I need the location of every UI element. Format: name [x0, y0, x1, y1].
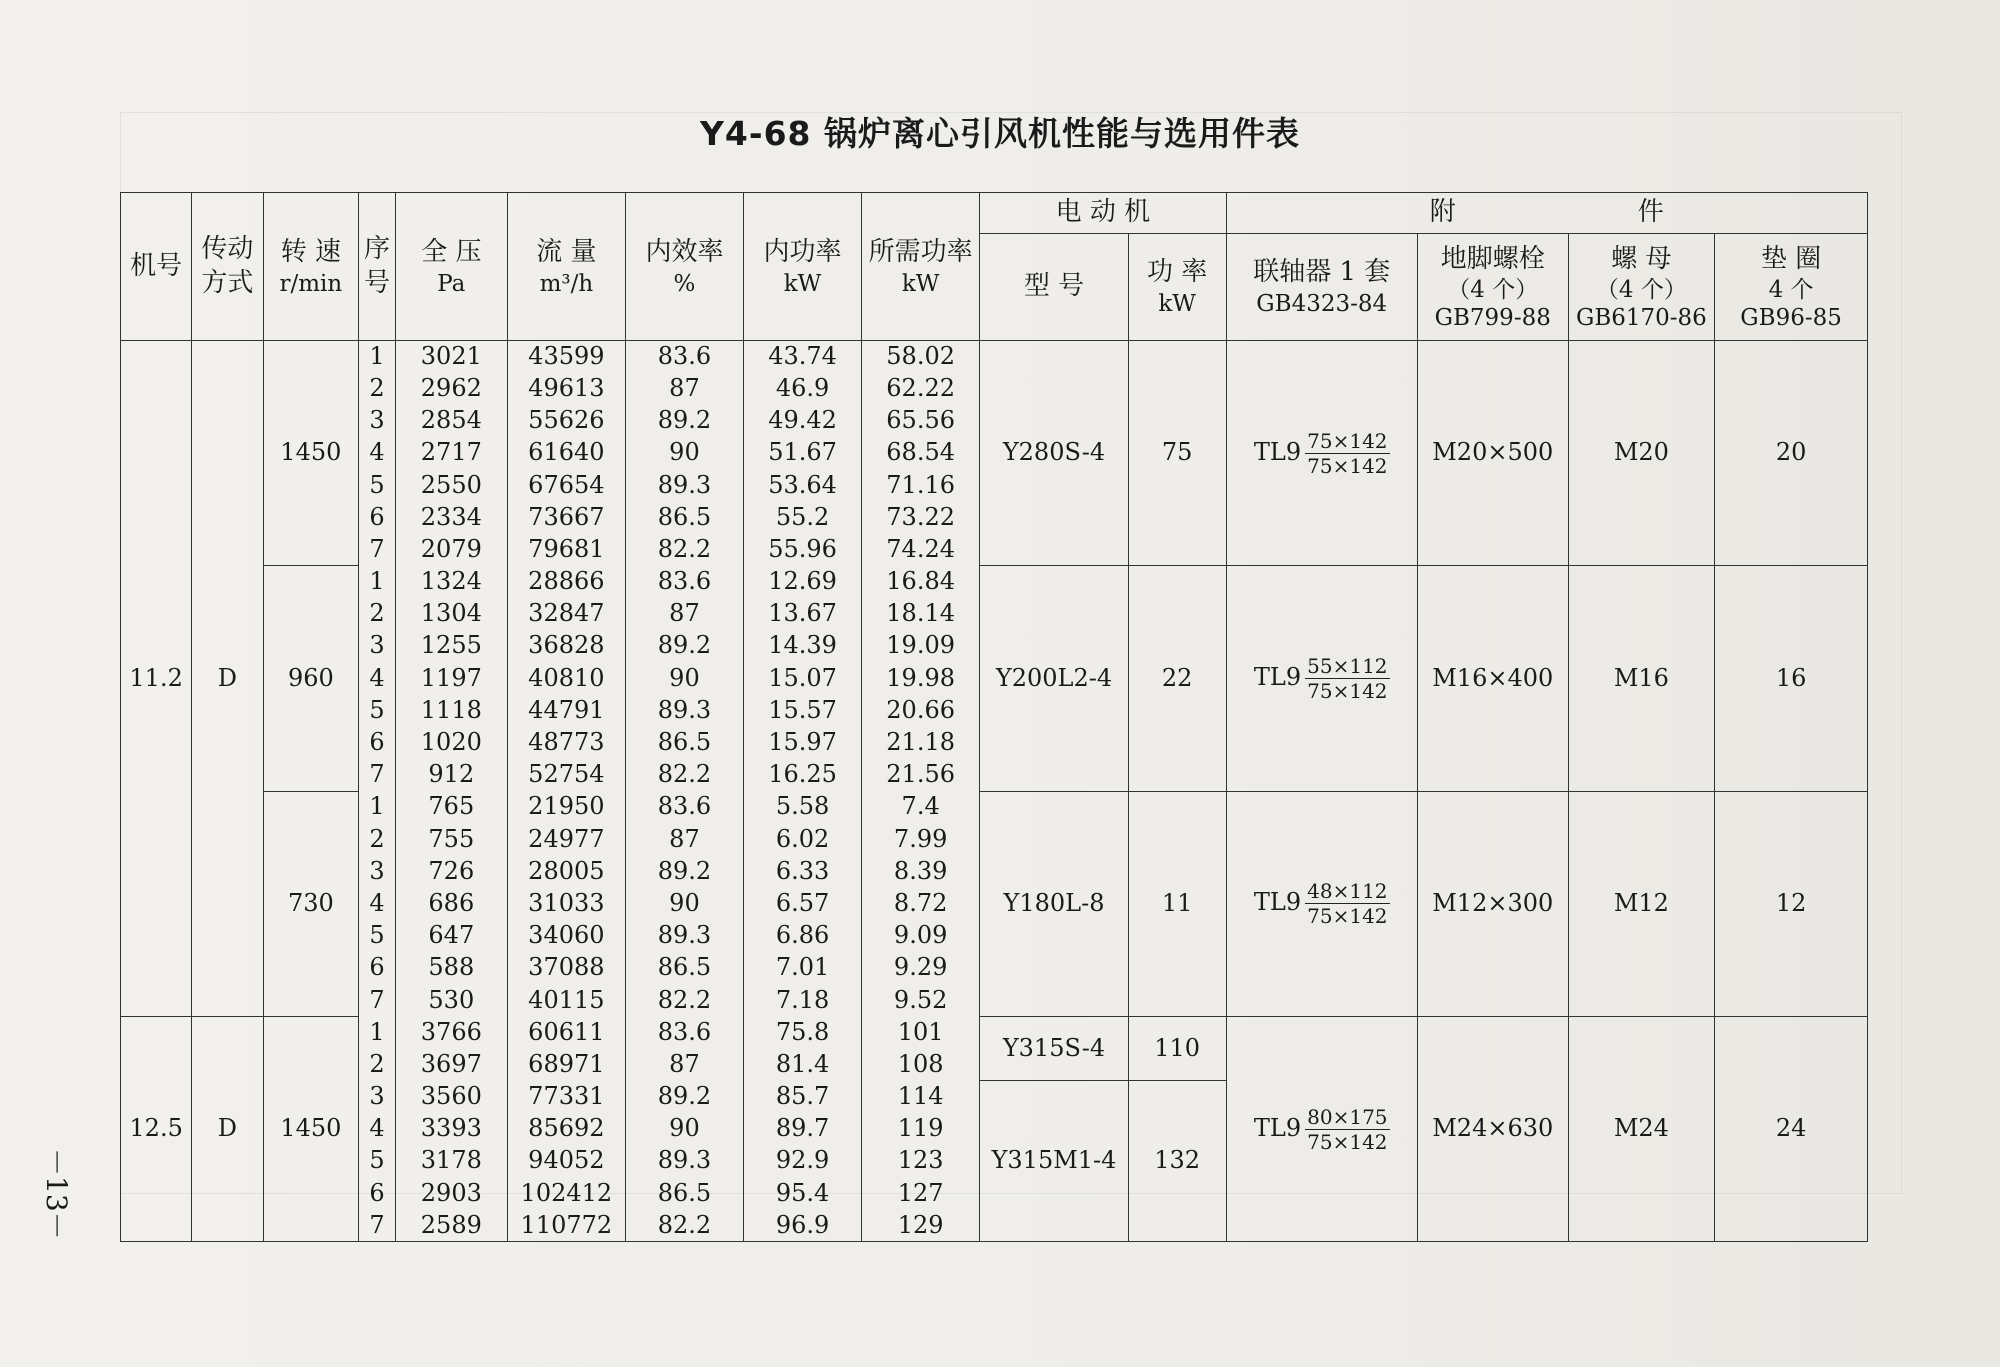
nut-cell: M20 — [1568, 341, 1715, 566]
flow-cell: 28005 — [507, 856, 625, 888]
pressure-cell: 1197 — [395, 662, 507, 694]
required-power-cell: 129 — [862, 1210, 980, 1242]
coupling-fraction — [1305, 1105, 1389, 1154]
efficiency-cell: 90 — [625, 437, 743, 469]
internal-power-cell: 12.69 — [744, 566, 862, 598]
seq-cell: 1 — [359, 1016, 396, 1048]
efficiency-cell: 87 — [625, 598, 743, 630]
motor-power-cell: 110 — [1128, 1016, 1226, 1080]
seq-cell: 3 — [359, 405, 396, 437]
efficiency-cell: 89.2 — [625, 630, 743, 662]
table-row — [121, 566, 1868, 598]
flow-cell: 102412 — [507, 1177, 625, 1209]
pressure-cell: 2079 — [395, 534, 507, 566]
coupling-spec — [1253, 428, 1390, 478]
pressure-cell: 1118 — [395, 695, 507, 727]
required-power-cell: 20.66 — [862, 695, 980, 727]
performance-table — [120, 192, 1868, 1242]
pressure-cell: 647 — [395, 920, 507, 952]
anchor-bolt-cell: M16×400 — [1417, 566, 1568, 791]
internal-power-cell: 95.4 — [744, 1177, 862, 1209]
pressure-cell: 1255 — [395, 630, 507, 662]
table-row — [121, 1016, 1868, 1048]
seq-cell: 4 — [359, 1113, 396, 1145]
required-power-cell: 114 — [862, 1081, 980, 1113]
internal-power-cell: 6.02 — [744, 823, 862, 855]
internal-power-cell: 89.7 — [744, 1113, 862, 1145]
internal-power-cell: 55.2 — [744, 501, 862, 533]
seq-cell: 6 — [359, 952, 396, 984]
efficiency-cell: 86.5 — [625, 501, 743, 533]
washer-cell: 16 — [1715, 566, 1868, 791]
required-power-cell: 108 — [862, 1049, 980, 1081]
pressure-cell: 2717 — [395, 437, 507, 469]
efficiency-cell: 83.6 — [625, 1016, 743, 1048]
header-seq: 序号 — [359, 193, 396, 341]
page-title: Y4-68 锅炉离心引风机性能与选用件表 — [700, 114, 1300, 153]
flow-cell: 85692 — [507, 1113, 625, 1145]
required-power-cell: 9.29 — [862, 952, 980, 984]
motor-type-cell: Y200L2-4 — [980, 566, 1129, 791]
flow-cell: 68971 — [507, 1049, 625, 1081]
seq-cell: 6 — [359, 1177, 396, 1209]
nut-cell: M12 — [1568, 791, 1715, 1016]
header-efficiency: 内效率 % — [625, 193, 743, 341]
pressure-cell: 2962 — [395, 373, 507, 405]
required-power-cell: 19.09 — [862, 630, 980, 662]
pressure-cell: 3393 — [395, 1113, 507, 1145]
internal-power-cell: 6.33 — [744, 856, 862, 888]
required-power-cell: 119 — [862, 1113, 980, 1145]
motor-power-cell: 75 — [1128, 341, 1226, 566]
coupling-cell — [1226, 341, 1417, 566]
coupling-denominator: 75×142 — [1307, 678, 1388, 703]
efficiency-cell: 87 — [625, 373, 743, 405]
required-power-cell: 127 — [862, 1177, 980, 1209]
header-motor-power: 功 率 kW — [1128, 234, 1226, 341]
efficiency-cell: 87 — [625, 1049, 743, 1081]
required-power-cell: 101 — [862, 1016, 980, 1048]
internal-power-cell: 13.67 — [744, 598, 862, 630]
pressure-cell: 686 — [395, 888, 507, 920]
efficiency-cell: 86.5 — [625, 952, 743, 984]
coupling-cell — [1226, 566, 1417, 791]
pressure-cell: 2903 — [395, 1177, 507, 1209]
model-no-cell: 12.5 — [121, 1016, 192, 1241]
required-power-cell: 9.09 — [862, 920, 980, 952]
header-coupling: 联轴器 1 套 GB4323-84 — [1226, 234, 1417, 341]
flow-cell: 37088 — [507, 952, 625, 984]
flow-cell: 60611 — [507, 1016, 625, 1048]
pressure-cell: 765 — [395, 791, 507, 823]
header-flow: 流 量 m³/h — [507, 193, 625, 341]
efficiency-cell: 90 — [625, 888, 743, 920]
required-power-cell: 123 — [862, 1145, 980, 1177]
required-power-cell: 68.54 — [862, 437, 980, 469]
pressure-cell: 1324 — [395, 566, 507, 598]
coupling-denominator: 75×142 — [1307, 1129, 1388, 1154]
efficiency-cell: 89.2 — [625, 856, 743, 888]
seq-cell: 3 — [359, 1081, 396, 1113]
seq-cell: 1 — [359, 566, 396, 598]
efficiency-cell: 89.2 — [625, 405, 743, 437]
required-power-cell: 65.56 — [862, 405, 980, 437]
flow-cell: 73667 — [507, 501, 625, 533]
coupling-denominator: 75×142 — [1307, 904, 1388, 929]
drive-cell: D — [192, 1016, 263, 1241]
internal-power-cell: 55.96 — [744, 534, 862, 566]
efficiency-cell: 82.2 — [625, 1210, 743, 1242]
header-model-no: 机号 — [121, 193, 192, 341]
coupling-cell — [1226, 1016, 1417, 1241]
coupling-spec — [1253, 653, 1390, 703]
seq-cell: 6 — [359, 501, 396, 533]
internal-power-cell: 7.18 — [744, 984, 862, 1016]
internal-power-cell: 14.39 — [744, 630, 862, 662]
flow-cell: 110772 — [507, 1210, 625, 1242]
coupling-cell — [1226, 791, 1417, 1016]
flow-cell: 24977 — [507, 823, 625, 855]
required-power-cell: 21.18 — [862, 727, 980, 759]
internal-power-cell: 5.58 — [744, 791, 862, 823]
seq-cell: 2 — [359, 823, 396, 855]
required-power-cell: 7.4 — [862, 791, 980, 823]
seq-cell: 7 — [359, 759, 396, 791]
coupling-numerator: 48×112 — [1307, 879, 1388, 904]
efficiency-cell: 82.2 — [625, 984, 743, 1016]
efficiency-cell: 82.2 — [625, 534, 743, 566]
washer-cell: 12 — [1715, 791, 1868, 1016]
pressure-cell: 3766 — [395, 1016, 507, 1048]
internal-power-cell: 43.74 — [744, 341, 862, 373]
coupling-fraction — [1305, 654, 1389, 703]
header-drive: 传动方式 — [192, 193, 263, 341]
efficiency-cell: 83.6 — [625, 791, 743, 823]
required-power-cell: 19.98 — [862, 662, 980, 694]
required-power-cell: 71.16 — [862, 469, 980, 501]
seq-cell: 3 — [359, 630, 396, 662]
seq-cell: 5 — [359, 469, 396, 501]
seq-cell: 4 — [359, 662, 396, 694]
internal-power-cell: 49.42 — [744, 405, 862, 437]
flow-cell: 34060 — [507, 920, 625, 952]
coupling-prefix: TL9 — [1253, 437, 1302, 466]
flow-cell: 36828 — [507, 630, 625, 662]
efficiency-cell: 89.3 — [625, 469, 743, 501]
header-required-power: 所需功率 kW — [862, 193, 980, 341]
pressure-cell: 3178 — [395, 1145, 507, 1177]
washer-cell: 24 — [1715, 1016, 1868, 1241]
internal-power-cell: 75.8 — [744, 1016, 862, 1048]
flow-cell: 67654 — [507, 469, 625, 501]
efficiency-cell: 83.6 — [625, 341, 743, 373]
internal-power-cell: 81.4 — [744, 1049, 862, 1081]
coupling-fraction — [1305, 429, 1389, 478]
required-power-cell: 9.52 — [862, 984, 980, 1016]
seq-cell: 7 — [359, 534, 396, 566]
seq-cell: 3 — [359, 856, 396, 888]
internal-power-cell: 96.9 — [744, 1210, 862, 1242]
pressure-cell: 912 — [395, 759, 507, 791]
speed-cell: 730 — [263, 791, 359, 1016]
header-nut: 螺 母 （4 个） GB6170-86 — [1568, 234, 1715, 341]
flow-cell: 28866 — [507, 566, 625, 598]
seq-cell: 5 — [359, 1145, 396, 1177]
flow-cell: 52754 — [507, 759, 625, 791]
flow-cell: 48773 — [507, 727, 625, 759]
table-row — [121, 341, 1868, 373]
anchor-bolt-cell: M24×630 — [1417, 1016, 1568, 1241]
flow-cell: 31033 — [507, 888, 625, 920]
pressure-cell: 2334 — [395, 501, 507, 533]
pressure-cell: 726 — [395, 856, 507, 888]
speed-cell: 1450 — [263, 1016, 359, 1241]
motor-power-cell: 132 — [1128, 1081, 1226, 1242]
coupling-prefix: TL9 — [1253, 1113, 1302, 1142]
header-pressure: 全 压 Pa — [395, 193, 507, 341]
seq-cell: 6 — [359, 727, 396, 759]
required-power-cell: 73.22 — [862, 501, 980, 533]
internal-power-cell: 53.64 — [744, 469, 862, 501]
flow-cell: 44791 — [507, 695, 625, 727]
internal-power-cell: 6.57 — [744, 888, 862, 920]
flow-cell: 40810 — [507, 662, 625, 694]
flow-cell: 79681 — [507, 534, 625, 566]
internal-power-cell: 85.7 — [744, 1081, 862, 1113]
internal-power-cell: 7.01 — [744, 952, 862, 984]
anchor-bolt-cell: M12×300 — [1417, 791, 1568, 1016]
required-power-cell: 7.99 — [862, 823, 980, 855]
coupling-numerator: 75×142 — [1307, 428, 1388, 453]
pressure-cell: 3560 — [395, 1081, 507, 1113]
seq-cell: 1 — [359, 341, 396, 373]
coupling-numerator: 55×112 — [1307, 653, 1388, 678]
header-internal-power: 内功率 kW — [744, 193, 862, 341]
flow-cell: 61640 — [507, 437, 625, 469]
seq-cell: 4 — [359, 437, 396, 469]
required-power-cell: 21.56 — [862, 759, 980, 791]
internal-power-cell: 51.67 — [744, 437, 862, 469]
required-power-cell: 8.72 — [862, 888, 980, 920]
pressure-cell: 1304 — [395, 598, 507, 630]
drive-cell: D — [192, 341, 263, 1017]
flow-cell: 43599 — [507, 341, 625, 373]
efficiency-cell: 89.3 — [625, 920, 743, 952]
internal-power-cell: 15.57 — [744, 695, 862, 727]
seq-cell: 5 — [359, 695, 396, 727]
internal-power-cell: 16.25 — [744, 759, 862, 791]
efficiency-cell: 87 — [625, 823, 743, 855]
seq-cell: 2 — [359, 1049, 396, 1081]
header-motor-group: 电 动 机 — [980, 193, 1226, 234]
anchor-bolt-cell: M20×500 — [1417, 341, 1568, 566]
motor-type-cell: Y315S-4 — [980, 1016, 1129, 1080]
pressure-cell: 1020 — [395, 727, 507, 759]
required-power-cell: 18.14 — [862, 598, 980, 630]
coupling-numerator: 80×175 — [1307, 1104, 1388, 1129]
coupling-spec — [1253, 1104, 1390, 1154]
pressure-cell: 2550 — [395, 469, 507, 501]
flow-cell: 40115 — [507, 984, 625, 1016]
required-power-cell: 16.84 — [862, 566, 980, 598]
internal-power-cell: 6.86 — [744, 920, 862, 952]
flow-cell: 49613 — [507, 373, 625, 405]
pressure-cell: 2854 — [395, 405, 507, 437]
motor-power-cell: 22 — [1128, 566, 1226, 791]
flow-cell: 55626 — [507, 405, 625, 437]
motor-type-cell: Y315M1-4 — [980, 1081, 1129, 1242]
coupling-prefix: TL9 — [1253, 888, 1302, 917]
flow-cell: 94052 — [507, 1145, 625, 1177]
header-motor-type: 型 号 — [980, 234, 1129, 341]
efficiency-cell: 82.2 — [625, 759, 743, 791]
pressure-cell: 588 — [395, 952, 507, 984]
pressure-cell: 3021 — [395, 341, 507, 373]
header-speed: 转 速 r/min — [263, 193, 359, 341]
efficiency-cell: 90 — [625, 662, 743, 694]
header-accessories-group: 附 件 — [1226, 193, 1867, 234]
header-washer: 垫 圈 4 个 GB96-85 — [1715, 234, 1868, 341]
coupling-fraction — [1305, 879, 1389, 928]
nut-cell: M16 — [1568, 566, 1715, 791]
seq-cell: 7 — [359, 1210, 396, 1242]
internal-power-cell: 15.97 — [744, 727, 862, 759]
efficiency-cell: 86.5 — [625, 1177, 743, 1209]
pressure-cell: 3697 — [395, 1049, 507, 1081]
page-number: －13－ — [40, 1148, 73, 1240]
efficiency-cell: 86.5 — [625, 727, 743, 759]
internal-power-cell: 46.9 — [744, 373, 862, 405]
pressure-cell: 530 — [395, 984, 507, 1016]
efficiency-cell: 89.3 — [625, 1145, 743, 1177]
efficiency-cell: 90 — [625, 1113, 743, 1145]
seq-cell: 2 — [359, 373, 396, 405]
flow-cell: 77331 — [507, 1081, 625, 1113]
internal-power-cell: 92.9 — [744, 1145, 862, 1177]
required-power-cell: 62.22 — [862, 373, 980, 405]
motor-type-cell: Y280S-4 — [980, 341, 1129, 566]
nut-cell: M24 — [1568, 1016, 1715, 1241]
required-power-cell: 58.02 — [862, 341, 980, 373]
seq-cell: 7 — [359, 984, 396, 1016]
seq-cell: 5 — [359, 920, 396, 952]
header-anchor-bolt: 地脚螺栓 （4 个） GB799-88 — [1417, 234, 1568, 341]
coupling-denominator: 75×142 — [1307, 453, 1388, 478]
model-no-cell: 11.2 — [121, 341, 192, 1017]
pressure-cell: 755 — [395, 823, 507, 855]
efficiency-cell: 89.3 — [625, 695, 743, 727]
table-row — [121, 791, 1868, 823]
pressure-cell: 2589 — [395, 1210, 507, 1242]
required-power-cell: 8.39 — [862, 856, 980, 888]
flow-cell: 32847 — [507, 598, 625, 630]
motor-power-cell: 11 — [1128, 791, 1226, 1016]
coupling-prefix: TL9 — [1253, 662, 1302, 691]
seq-cell: 1 — [359, 791, 396, 823]
speed-cell: 960 — [263, 566, 359, 791]
flow-cell: 21950 — [507, 791, 625, 823]
speed-cell: 1450 — [263, 341, 359, 566]
seq-cell: 2 — [359, 598, 396, 630]
motor-type-cell: Y180L-8 — [980, 791, 1129, 1016]
washer-cell: 20 — [1715, 341, 1868, 566]
seq-cell: 4 — [359, 888, 396, 920]
required-power-cell: 74.24 — [862, 534, 980, 566]
internal-power-cell: 15.07 — [744, 662, 862, 694]
efficiency-cell: 89.2 — [625, 1081, 743, 1113]
efficiency-cell: 83.6 — [625, 566, 743, 598]
